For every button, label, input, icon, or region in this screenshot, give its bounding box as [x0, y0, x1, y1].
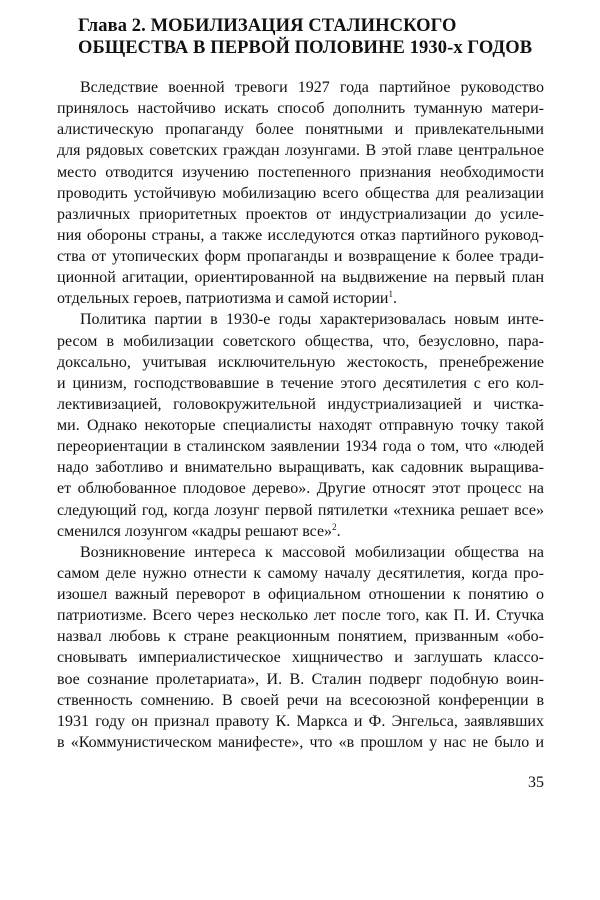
text-line: ми. Однако некоторые специалисты находят отправную точку такой — [57, 417, 544, 434]
text-line: Вследствие военной тревоги 1927 года партийное руководство — [80, 79, 544, 96]
text-line: ет облюбованное плодовое дерево». Другие относят этот процесс на — [57, 480, 544, 498]
text-line: лективизацией, головокружительной индустриализацией и чистка- — [57, 395, 544, 413]
text-line: отдельных героев, патриотизма и самой истории$^1$. — [57, 289, 397, 308]
chapter-title-line-2: ОБЩЕСТВА В ПЕРВОЙ ПОЛОВИНЕ 1930-х ГОДОВ — [78, 38, 533, 58]
footnote-marker[interactable]: 1 — [388, 289, 393, 300]
text-line: 1931 году он признал правоту К. Маркса и Ф. Энгельса, заявлявших — [57, 712, 544, 730]
text-line: для рядовых советских граждан лозунгами. В этой главе центральное — [57, 142, 544, 160]
chapter-title-line-1: Глава 2. МОБИЛИЗАЦИЯ СТАЛИНСКОГО — [78, 16, 457, 36]
text-line: самом деле нужно отнести к самому началу десятилетия, когда про- — [57, 564, 544, 582]
text-line: Политика партии в 1930-е годы характеризовалась новым инте- — [80, 311, 544, 329]
text-line: алистическую пропаганду более понятными и привлекательными — [57, 121, 544, 139]
text-line: переориентации в сталинском заявлении 1934 года о том, что «людей — [57, 438, 544, 456]
paragraph — [57, 77, 544, 309]
text-line: надо заботливо и внимательно выращивать, как садовник выращива- — [57, 459, 544, 477]
footnote-marker[interactable]: 2 — [332, 521, 337, 532]
text-line: следующий год, когда лозунг первой пятилетки «техника решает все» — [57, 501, 544, 519]
text-line: изошел важный переворот в официальном отношении к понятию о — [57, 586, 544, 603]
text-line: ственность сомнению. В своей речи на всесоюзной конференции в — [57, 691, 544, 709]
text-line: вое сознание пролетариата», И. В. Сталин подверг подобную воин- — [57, 670, 544, 688]
text-line: ционной агитации, ориентированной на выдвижение на первый план — [57, 269, 544, 287]
text-line: ресом в мобилизации советского общества, что, безусловно, пара- — [57, 332, 544, 350]
page-number: 35 — [528, 774, 544, 791]
text-line: ства от утопических форм пропаганды и возвращение к более тради- — [57, 248, 544, 265]
text-line: доксально, учитывая исключительную жестокость, пренебрежение — [57, 353, 544, 371]
body-text — [57, 77, 544, 753]
chapter-title — [78, 15, 532, 59]
text-line: принялось настойчиво искать способ дополнить туманную матери- — [57, 100, 544, 118]
paragraph — [57, 309, 544, 541]
text-line: назвал любовь к стране реакционным понятием, призванным «обо- — [57, 628, 544, 646]
text-line: проводить устойчивую мобилизацию всего общества для реализации — [57, 184, 544, 202]
text-line: сновывать империалистическое хищничество и заглушать классо- — [57, 649, 544, 667]
text-line: место отводится изучению постепенного признания необходимости — [57, 163, 544, 181]
text-line: патриотизме. Всего через несколько лет после того, как П. И. Стучка — [57, 607, 544, 625]
text-line: в «Коммунистическом манифесте», что «в прошлом у нас не было и — [57, 733, 544, 751]
text-line: ния обороны страны, а также исследуются отказ партийного руковод- — [57, 226, 544, 244]
paragraph — [57, 542, 544, 753]
text-line: и цинизм, господствовавшие в течение этого десятилетия с его кол- — [57, 374, 544, 392]
text-line: различных приоритетных проектов от индустриализации до усиле- — [57, 205, 544, 223]
text-line: Возникновение интереса к массовой мобилизации общества на — [80, 543, 544, 561]
text-line: сменился лозунгом «кадры решают все»$^2$. — [57, 521, 341, 540]
